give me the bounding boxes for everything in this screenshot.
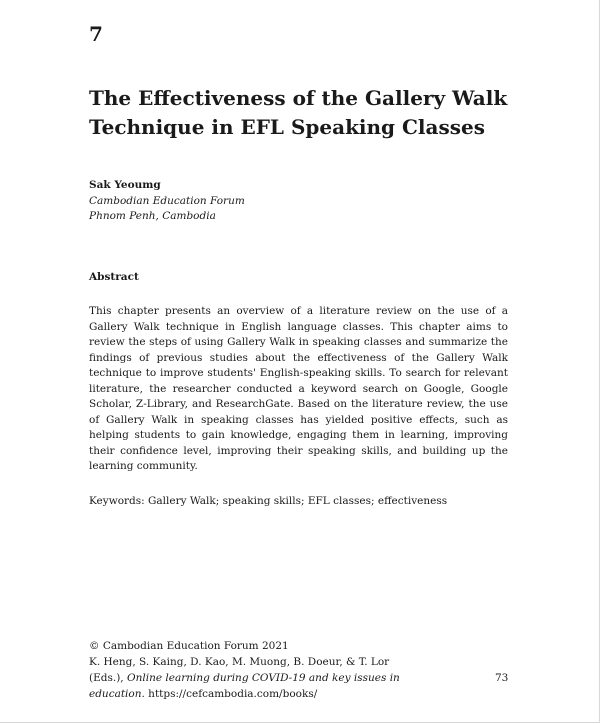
author-name: Sak Yeoumg <box>89 179 161 191</box>
page-number: 73 <box>495 672 509 684</box>
author-affiliation: Cambodian Education Forum <box>89 194 245 207</box>
keywords-text: Gallery Walk; speaking skills; EFL classes; effectiveness <box>148 495 448 507</box>
author-block <box>89 178 245 225</box>
chapter-title: The Effectiveness of the Gallery Walk Technique in EFL Speaking Classes <box>89 86 508 139</box>
book-citation <box>89 670 409 702</box>
book-url[interactable]: . https://cefcambodia.com/books/ <box>141 688 318 700</box>
book-title: Online learning during COVID-19 and key issues in education <box>89 672 400 700</box>
author-location: Phnom Penh, Cambodia <box>89 210 216 222</box>
chapter-number: 7 <box>89 22 103 46</box>
abstract-heading: Abstract <box>89 271 139 283</box>
editors-line: K. Heng, S. Kaing, D. Kao, M. Muong, B. Doeur, & T. Lor <box>89 656 390 668</box>
eds-prefix: (Eds.), <box>89 672 124 684</box>
keywords <box>89 494 519 510</box>
copyright-line: © Cambodian Education Forum 2021 <box>89 640 289 652</box>
abstract-body: This chapter presents an overview of a literature review on the use of a Gallery Walk technique in English language classes. This chapter aims to review the steps of using Gallery Walk in speaking classes and summarize the findings of previous studies about the effectiveness of the Gallery Walk technique to improve students' English-speaking skills. To search for relevant literature, the researcher conducted a keyword search on Google, Google Scholar, Z-Library, and ResearchGate. Based on the literature review, the use of Gallery Walk in speaking classes has yielded positive effects, such as helping students to gain knowledge, engaging them in learning, improving their confidence level, improving their speaking skills, and building up the learning community. <box>89 305 508 472</box>
keywords-label: Keywords: <box>89 495 145 507</box>
citation-footer <box>89 638 409 702</box>
